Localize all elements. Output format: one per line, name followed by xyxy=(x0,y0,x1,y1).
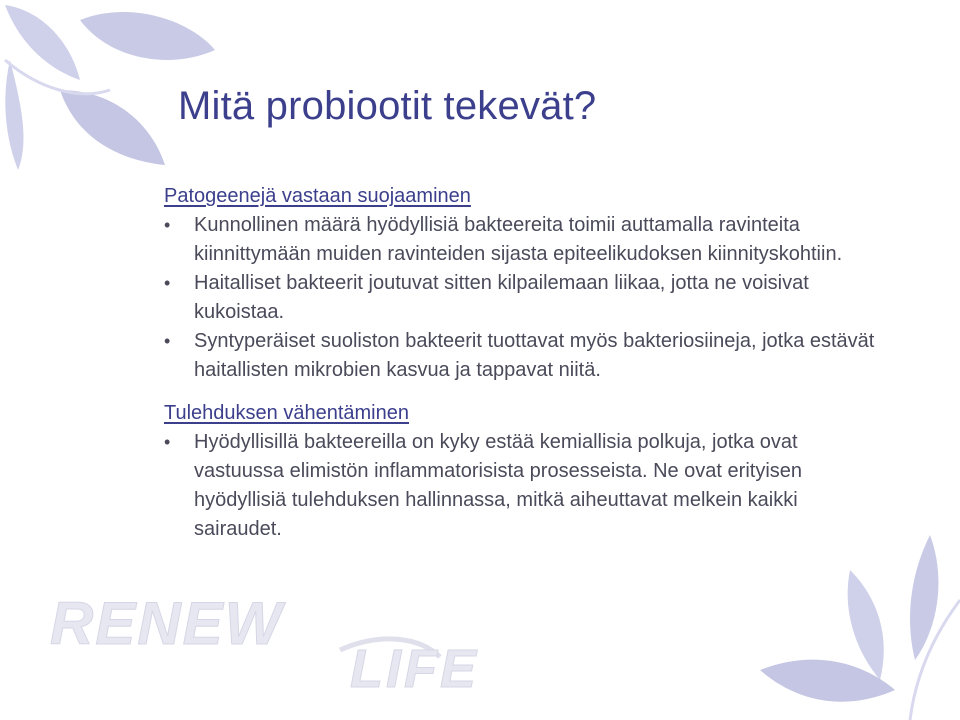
section-heading-protection: Patogeenejä vastaan suojaaminen xyxy=(164,185,471,207)
list-item: • Hyödyllisillä bakteereilla on kyky estää kemiallisia polkuja, jotka ovat vastuussa elimistön inflammatorisista prosesseista. Ne ovat erityisen hyödyllisiä tulehduksen hallinnassa, mitkä aiheuttavat melkein kaikki sairaudet. xyxy=(164,428,884,544)
list-item: • Syntyperäiset suoliston bakteerit tuottavat myös bakteriosiineja, jotka estävät haitallisten mikrobien kasvua ja tappavat niitä. xyxy=(164,327,884,385)
renew-life-logo xyxy=(40,582,600,692)
slide-content xyxy=(164,182,884,544)
bullet-list-protection xyxy=(164,211,884,385)
leaf-decoration-bottom-right xyxy=(730,530,960,720)
list-item: • Haitalliset bakteerit joutuvat sitten kilpailemaan liikaa, jotta ne voisivat kukoistaa. xyxy=(164,269,884,327)
logo-wordmark-renew: RENEW xyxy=(50,590,284,657)
logo-wordmark-life: LIFE xyxy=(350,639,479,692)
bullet-list-inflammation xyxy=(164,428,884,544)
list-item: • Kunnollinen määrä hyödyllisiä bakteereita toimii auttamalla ravinteita kiinnittymään muiden ravinteiden sijasta epiteelikudoksen kiinnityskohtiin. xyxy=(164,211,884,269)
section-heading-inflammation: Tulehduksen vähentäminen xyxy=(164,402,409,424)
slide-title: Mitä probiootit tekevät? xyxy=(178,84,597,128)
